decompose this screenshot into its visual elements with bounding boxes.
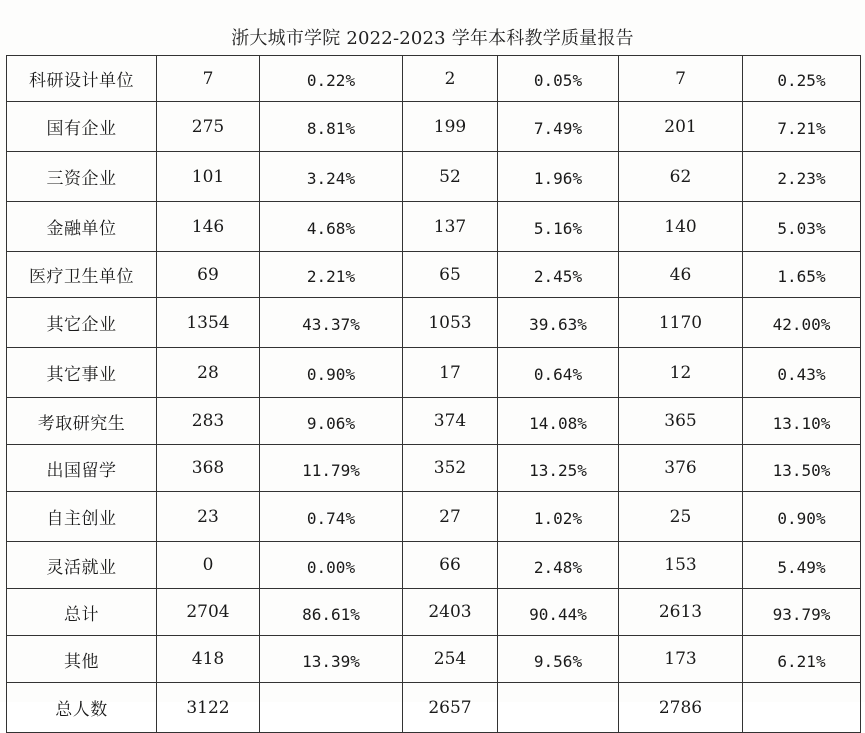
percent-cell: 0.22% [260, 56, 403, 102]
count-cell: 2613 [619, 589, 743, 636]
percent-cell: 6.21% [743, 636, 861, 683]
percent-cell: 14.08% [498, 398, 619, 445]
percent-cell: 11.79% [260, 445, 403, 492]
table-row [7, 152, 861, 202]
count-cell: 283 [157, 398, 260, 445]
table-row [7, 56, 861, 102]
percent-cell: 0.90% [743, 492, 861, 542]
percent-cell: 8.81% [260, 102, 403, 152]
count-cell: 2403 [403, 589, 498, 636]
percent-cell: 90.44% [498, 589, 619, 636]
percent-cell: 39.63% [498, 298, 619, 348]
count-cell: 173 [619, 636, 743, 683]
count-cell: 3122 [157, 683, 260, 733]
percent-cell: 5.03% [743, 202, 861, 252]
employment-statistics-table [6, 55, 861, 733]
percent-cell: 1.02% [498, 492, 619, 542]
table-row [7, 102, 861, 152]
row-label-cell: 医疗卫生单位 [7, 252, 157, 298]
percent-cell [498, 683, 619, 733]
count-cell: 137 [403, 202, 498, 252]
count-cell: 2704 [157, 589, 260, 636]
row-label-cell: 自主创业 [7, 492, 157, 542]
percent-cell: 4.68% [260, 202, 403, 252]
row-label-cell: 其它企业 [7, 298, 157, 348]
percent-cell: 0.90% [260, 348, 403, 398]
row-label-cell: 三资企业 [7, 152, 157, 202]
table-row [7, 252, 861, 298]
count-cell: 28 [157, 348, 260, 398]
percent-cell: 0.43% [743, 348, 861, 398]
count-cell: 12 [619, 348, 743, 398]
percent-cell: 5.16% [498, 202, 619, 252]
percent-cell: 7.49% [498, 102, 619, 152]
table-row [7, 636, 861, 683]
percent-cell: 13.25% [498, 445, 619, 492]
percent-cell [260, 683, 403, 733]
table-row [7, 202, 861, 252]
table-row [7, 348, 861, 398]
count-cell: 275 [157, 102, 260, 152]
count-cell: 254 [403, 636, 498, 683]
percent-cell: 0.25% [743, 56, 861, 102]
percent-cell: 2.48% [498, 542, 619, 589]
percent-cell: 13.50% [743, 445, 861, 492]
percent-cell: 0.05% [498, 56, 619, 102]
percent-cell: 3.24% [260, 152, 403, 202]
row-label-cell: 总人数 [7, 683, 157, 733]
percent-cell: 5.49% [743, 542, 861, 589]
percent-cell: 2.45% [498, 252, 619, 298]
count-cell: 1170 [619, 298, 743, 348]
count-cell: 66 [403, 542, 498, 589]
percent-cell: 86.61% [260, 589, 403, 636]
count-cell: 365 [619, 398, 743, 445]
row-label-cell: 灵活就业 [7, 542, 157, 589]
count-cell: 27 [403, 492, 498, 542]
count-cell: 0 [157, 542, 260, 589]
table-body [7, 56, 861, 733]
count-cell: 140 [619, 202, 743, 252]
percent-cell: 0.74% [260, 492, 403, 542]
count-cell: 65 [403, 252, 498, 298]
count-cell: 376 [619, 445, 743, 492]
table-row [7, 589, 861, 636]
count-cell: 2657 [403, 683, 498, 733]
percent-cell: 13.10% [743, 398, 861, 445]
count-cell: 62 [619, 152, 743, 202]
percent-cell: 13.39% [260, 636, 403, 683]
row-label-cell: 其他 [7, 636, 157, 683]
row-label-cell: 考取研究生 [7, 398, 157, 445]
table-row [7, 492, 861, 542]
row-label-cell: 科研设计单位 [7, 56, 157, 102]
count-cell: 7 [157, 56, 260, 102]
count-cell: 374 [403, 398, 498, 445]
percent-cell: 42.00% [743, 298, 861, 348]
percent-cell [743, 683, 861, 733]
count-cell: 146 [157, 202, 260, 252]
percent-cell: 0.00% [260, 542, 403, 589]
count-cell: 1053 [403, 298, 498, 348]
count-cell: 368 [157, 445, 260, 492]
percent-cell: 93.79% [743, 589, 861, 636]
count-cell: 352 [403, 445, 498, 492]
percent-cell: 2.21% [260, 252, 403, 298]
table-row [7, 445, 861, 492]
count-cell: 25 [619, 492, 743, 542]
table-row [7, 542, 861, 589]
count-cell: 17 [403, 348, 498, 398]
count-cell: 418 [157, 636, 260, 683]
table-row [7, 683, 861, 733]
count-cell: 23 [157, 492, 260, 542]
count-cell: 1354 [157, 298, 260, 348]
count-cell: 101 [157, 152, 260, 202]
count-cell: 2 [403, 56, 498, 102]
table-row [7, 298, 861, 348]
row-label-cell: 金融单位 [7, 202, 157, 252]
count-cell: 69 [157, 252, 260, 298]
percent-cell: 9.56% [498, 636, 619, 683]
percent-cell: 43.37% [260, 298, 403, 348]
percent-cell: 9.06% [260, 398, 403, 445]
row-label-cell: 总计 [7, 589, 157, 636]
count-cell: 7 [619, 56, 743, 102]
table-row [7, 398, 861, 445]
count-cell: 153 [619, 542, 743, 589]
percent-cell: 0.64% [498, 348, 619, 398]
percent-cell: 1.65% [743, 252, 861, 298]
percent-cell: 2.23% [743, 152, 861, 202]
count-cell: 201 [619, 102, 743, 152]
count-cell: 52 [403, 152, 498, 202]
count-cell: 2786 [619, 683, 743, 733]
percent-cell: 1.96% [498, 152, 619, 202]
percent-cell: 7.21% [743, 102, 861, 152]
row-label-cell: 其它事业 [7, 348, 157, 398]
row-label-cell: 出国留学 [7, 445, 157, 492]
count-cell: 199 [403, 102, 498, 152]
page-header-title: 浙大城市学院 2022-2023 学年本科教学质量报告 [231, 28, 634, 49]
row-label-cell: 国有企业 [7, 102, 157, 152]
count-cell: 46 [619, 252, 743, 298]
